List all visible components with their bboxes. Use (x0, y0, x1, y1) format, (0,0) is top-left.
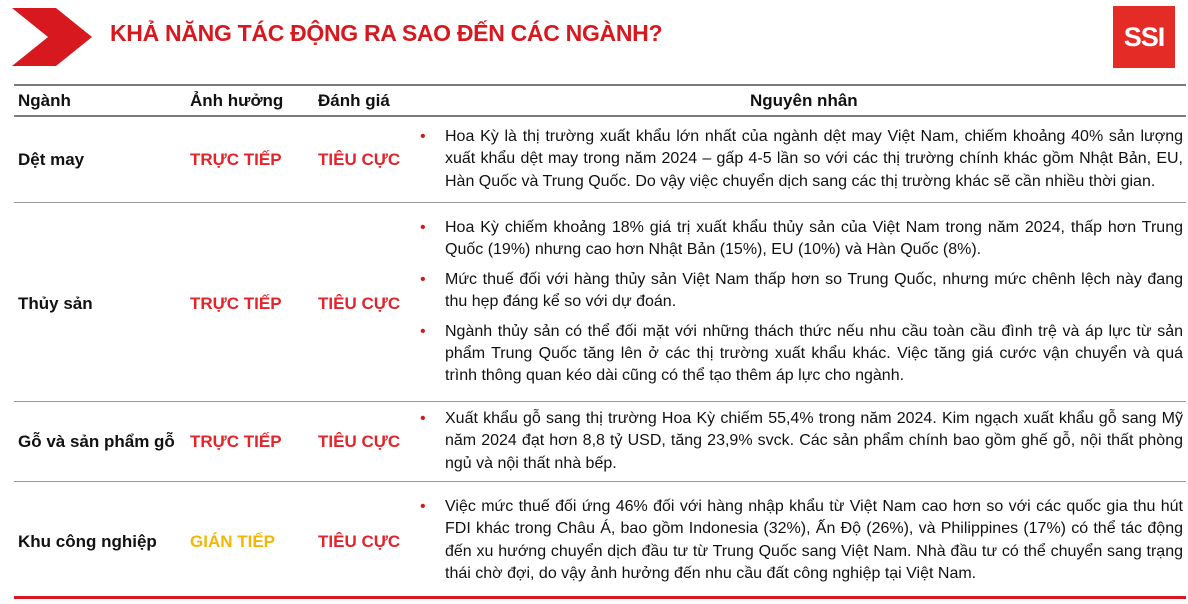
page-title: KHẢ NĂNG TÁC ĐỘNG RA SAO ĐẾN CÁC NGÀNH? (110, 20, 663, 46)
row-assessment: TIÊU CỰC (318, 532, 401, 551)
reason-item (418, 408, 1183, 475)
reason-text: Ngành thủy sản có thể đối mặt với những thách thức nếu nhu cầu toàn cầu đình trệ và áp lực từ sản phẩm Trung Quốc tăng lên ở các thị trường xuất khẩu khác. Việc tăng giá cước vận chuyển và quá trình thông quan kéo dài cũng có thể tạo thêm áp lực cho ngành. (445, 322, 1183, 385)
red-chevron-icon (12, 8, 92, 66)
bullet-icon: • (420, 128, 426, 145)
row-assessment: TIÊU CỰC (318, 294, 401, 313)
reason-list (418, 217, 1183, 388)
row-impact: TRỰC TIẾP (190, 150, 282, 169)
bullet-icon: • (420, 498, 426, 515)
column-header-sector: Ngành (18, 91, 71, 110)
row-assessment: TIÊU CỰC (318, 432, 401, 451)
bullet-icon: • (420, 322, 426, 340)
bullet-icon: • (420, 219, 426, 236)
row-sector: Thủy sản (18, 294, 93, 313)
reason-item (418, 321, 1183, 388)
reason-item (418, 496, 1183, 586)
reason-text: Xuất khẩu gỗ sang thị trường Hoa Kỳ chiếm 55,4% trong năm 2024. Kim ngạch xuất khẩu gỗ sang Mỹ năm 2024 đạt hơn 8,8 tỷ USD, tăng 23,9% svck. Các sản phẩm chính bao gồm ghế gỗ, nội thất phòng ngủ và nội thất nhà bếp. (445, 410, 1183, 472)
reason-text: Hoa Kỳ là thị trường xuất khẩu lớn nhất của ngành dệt may Việt Nam, chiếm khoảng 40% sản lượng xuất khẩu dệt may trong năm 2024 – gấp 4-5 lần so với các thị trường chính khác gồm Nhật Bản, EU, Hàn Quốc và Trung Quốc. Do vậy việc chuyển dịch sang các thị trường khác sẽ cần nhiều thời gian. (445, 128, 1183, 190)
row-impact: TRỰC TIẾP (190, 294, 282, 313)
column-header-assessment: Đánh giá (318, 91, 390, 110)
row-divider (14, 401, 1186, 402)
row-sector: Dệt may (18, 150, 85, 169)
column-header-impact: Ảnh hưởng (190, 91, 284, 110)
row-sector: Gỗ và sản phẩm gỗ (18, 432, 175, 451)
table-bottom-rule (14, 596, 1186, 599)
reason-item (418, 126, 1183, 193)
row-assessment: TIÊU CỰC (318, 150, 401, 169)
reason-list (418, 496, 1183, 586)
column-header-reason: Nguyên nhân (750, 91, 858, 110)
table-top-rule (14, 84, 1186, 86)
ssi-logo: SSI (1113, 6, 1175, 68)
row-sector: Khu công nghiệp (18, 532, 157, 551)
row-impact: TRỰC TIẾP (190, 432, 282, 451)
reason-list (418, 408, 1183, 475)
row-divider (14, 202, 1186, 203)
reason-item (418, 269, 1183, 314)
reason-text: Việc mức thuế đối ứng 46% đối với hàng nhập khẩu từ Việt Nam cao hơn so với các quốc gia thu hút FDI khác trong Châu Á, bao gồm Indonesia (32%), Ấn Độ (26%), và Philippines (17%) có thể tác động đến xu hướng chuyển dịch đầu tư từ Trung Quốc sang Việt Nam. Nhà đầu tư có thể chuyển sang trạng thái chờ đợi, do vậy ảnh hưởng đến nhu cầu đất công nghiệp tại Việt Nam. (445, 498, 1183, 583)
reason-item (418, 217, 1183, 262)
row-divider (14, 481, 1186, 482)
bullet-icon: • (420, 410, 426, 427)
table-header-rule (14, 115, 1186, 117)
reason-text: Mức thuế đối với hàng thủy sản Việt Nam thấp hơn so Trung Quốc, nhưng mức chênh lệch này đang thu hẹp đáng kể so với dự đoán. (445, 270, 1183, 311)
reason-list (418, 126, 1183, 193)
row-impact: GIÁN TIẾP (190, 532, 276, 551)
reason-text: Hoa Kỳ chiếm khoảng 18% giá trị xuất khẩu thủy sản của Việt Nam trong năm 2024, thấp hơn Trung Quốc (19%) nhưng cao hơn Nhật Bản (15%), EU (10%) và Hàn Quốc (8%). (445, 219, 1183, 259)
bullet-icon: • (420, 270, 426, 288)
